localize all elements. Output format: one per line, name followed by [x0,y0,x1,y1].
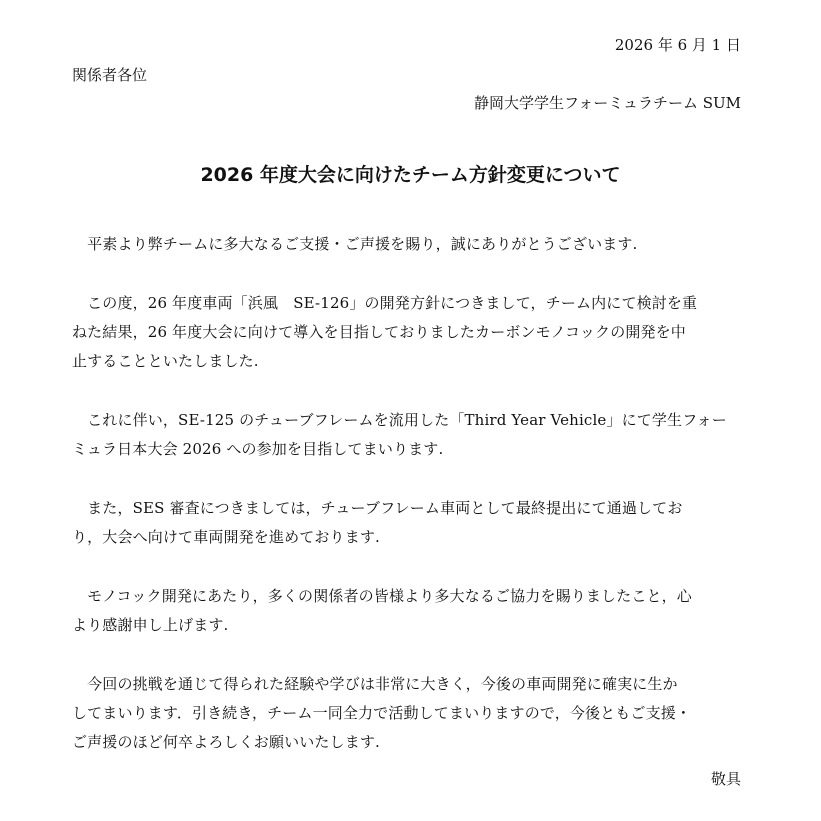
paragraph-line: これに伴い，SE-125 のチューブフレームを流用した「Third Year Vehicle」にて学生フォー [72,411,727,429]
letter-closing: 敬具 [710,770,741,788]
paragraph-line: 止することといたしました. [72,352,259,370]
paragraph-gratitude [72,582,744,640]
letter-title: 2026 年度大会に向けたチーム方針変更について [200,164,621,186]
paragraph-line: 平素より弊チームに多大なるご支援・ご声援を賜り，誠にありがとうございます. [72,235,638,253]
letter-date: 2026 年 6 月 1 日 [614,36,741,54]
paragraph-line: ミュラ日本大会 2026 への参加を目指してまいります. [72,440,444,458]
paragraph-line: してまいります．引き続き，チーム一同全力で活動してまいりますので，今後ともご支援・ [72,704,692,722]
paragraph-line: り，大会へ向けて車両開発を進めております. [72,528,380,546]
paragraph-line: ねた結果，26 年度大会に向けて導入を目指しておりましたカーボンモノコックの開発を中 [72,323,686,341]
letter-sender: 静岡大学学生フォーミュラチーム SUM [474,94,741,112]
paragraph-line: ご声援のほど何卒よろしくお願いいたします. [72,733,380,751]
paragraph-greeting [72,230,744,259]
paragraph-future [72,670,744,757]
paragraph-line: また，SES 審査につきましては，チューブフレーム車両として最終提出にて通過してお [72,499,683,517]
letter-recipient: 関係者各位 [72,66,148,84]
letter-body [72,230,744,787]
paragraph-line: より感謝申し上げます. [72,616,229,634]
paragraph-line: 今回の挑戦を通じて得られた経験や学びは非常に大きく，今後の車両開発に確実に生か [72,675,678,693]
paragraph-line: モノコック開発にあたり，多くの関係者の皆様より多大なるご協力を賜りましたこと，心 [72,587,692,605]
paragraph-monocoque-cancel [72,289,744,376]
paragraph-line: この度，26 年度車両「浜風 SE-126」の開発方針につきまして，チーム内にて検討を重 [72,294,698,312]
paragraph-ses-review [72,494,744,552]
paragraph-third-year-vehicle [72,406,744,464]
